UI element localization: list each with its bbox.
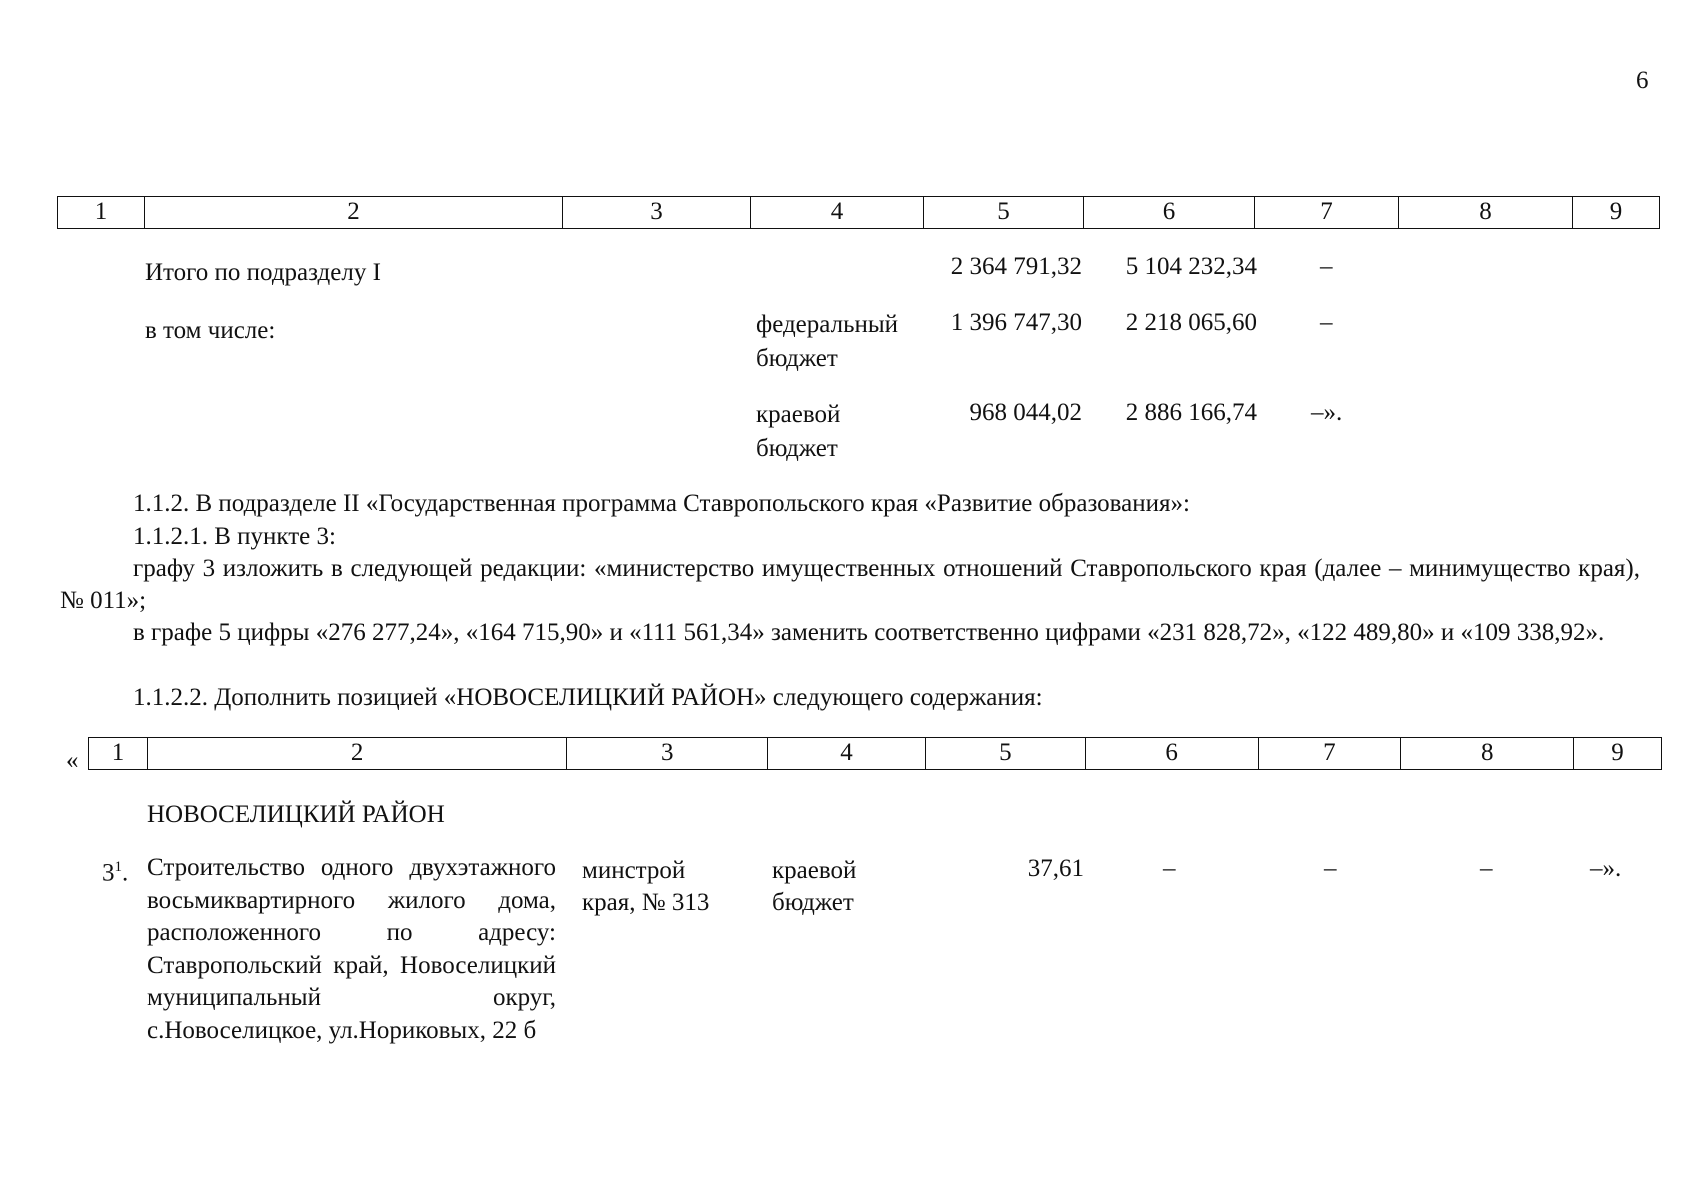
row-col5: 37,61 [1027,855,1084,882]
federal-budget-line2: бюджет [756,345,838,372]
header-cell: 6 [1086,738,1259,769]
federal-col7: – [1320,309,1333,336]
federal-col6: 2 218 065,60 [1125,309,1257,336]
header-cell: 6 [1084,197,1255,228]
row-number-sup: 1 [114,859,122,875]
header-cell: 8 [1399,197,1573,228]
paragraph-1-1-2-1: 1.1.2.1. В пункте 3: [133,523,336,550]
row-col4-line2: бюджет [772,889,854,916]
row-col3-line2: края, № 313 [582,889,710,916]
paragraph-column3: графу 3 изложить в следующей редакции: «министерство имущественных отношений Ставропольского края (далее – минимущество края), № 011»; [60,555,1640,614]
section-title: НОВОСЕЛИЦКИЙ РАЙОН [147,801,445,828]
header-cell: 9 [1609,198,1623,225]
regional-col7: –». [1311,399,1343,426]
total-label: Итого по подразделу I [145,259,381,286]
header-cell: 5 [924,197,1084,228]
federal-budget-line1: федеральный [756,311,899,338]
row-number [102,860,128,885]
row-description: Строительство одного двухэтажного восьмиквартирного жилого дома, расположенного по адресу: Ставропольский край, Новоселицкий муниципальный округ, с.Новоселицкое, ул.Нориковых, 22 б [147,854,556,1044]
header-cell: 5 [926,738,1086,769]
total-col5: 2 364 791,32 [950,253,1082,280]
row-col9: –». [1590,855,1622,882]
header-cell: 1 [89,738,148,769]
row-col6: – [1163,855,1176,882]
row-col7: – [1324,855,1337,882]
page-number: 6 [1636,67,1649,94]
including-label: в том числе: [145,317,276,344]
paragraph-column5: в графе 5 цифры «276 277,24», «164 715,90» и «111 561,34» заменить соответственно цифрами «231 828,72», «122 489,80» и «109 338,92». [133,619,1605,646]
table-header-1 [57,196,1660,229]
regional-col6: 2 886 166,74 [1125,399,1257,426]
header-cell: 9 [1611,739,1624,766]
paragraph-1-1-2: 1.1.2. В подразделе II «Государственная программа Ставропольского края «Развитие образования»: [133,490,1190,517]
paragraph-1-1-2-2: 1.1.2.2. Дополнить позицией «НОВОСЕЛИЦКИЙ РАЙОН» следующего содержания: [133,684,1043,711]
regional-col5: 968 044,02 [969,399,1082,426]
header-cell: 4 [768,738,926,769]
header-cell: 3 [567,738,768,769]
row-number-main: 3 [102,859,115,887]
header-cell: 1 [58,197,145,228]
row-col4-line1: краевой [772,857,857,884]
header-cell: 7 [1259,738,1402,769]
table-header-2 [88,737,1662,770]
row-number-dot: . [122,859,129,887]
row-col8: – [1480,855,1493,882]
regional-budget-line2: бюджет [756,435,838,462]
total-col6: 5 104 232,34 [1125,253,1257,280]
header-cell: 2 [145,197,563,228]
header-cell: 4 [751,197,924,228]
opening-quote: « [66,747,79,774]
header-cell: 7 [1255,197,1399,228]
federal-col5: 1 396 747,30 [950,309,1082,336]
total-col7: – [1320,253,1333,280]
row-col3-line1: минстрой [582,857,686,884]
header-cell: 8 [1401,738,1574,769]
header-cell: 2 [148,738,567,769]
header-cell: 3 [563,197,751,228]
regional-budget-line1: краевой [756,401,841,428]
